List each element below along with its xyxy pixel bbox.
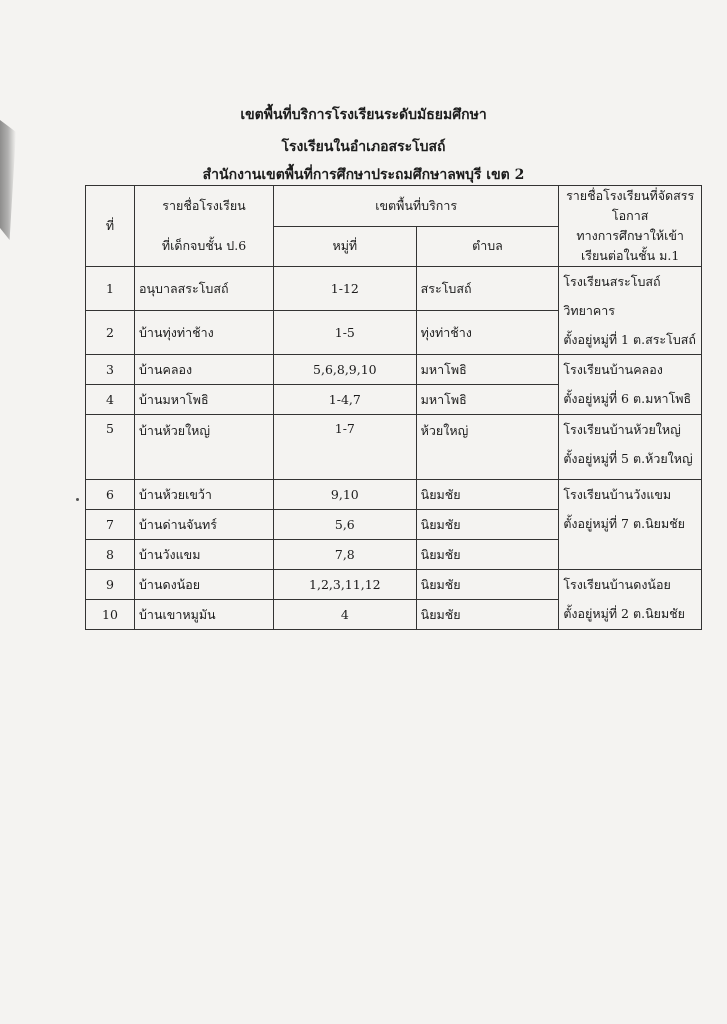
row-moo: 1,2,3,11,12 [274, 570, 417, 600]
service-area-table [85, 185, 702, 630]
destination-school: โรงเรียนบ้านดงน้อย [563, 577, 671, 592]
header-destination-1: รายชื่อโรงเรียนที่จัดสรรโอกาส [559, 186, 702, 227]
row-tambon: ทุ่งท่าช้าง [416, 311, 559, 355]
row-tambon: นิยมชัย [416, 570, 559, 600]
row-tambon: นิยมชัย [416, 510, 559, 540]
table-row [86, 355, 702, 385]
row-school-name: บ้านคลอง [135, 355, 274, 385]
row-moo: 5,6,8,9,10 [274, 355, 417, 385]
header-school-name-2: ที่เด็กจบชั้น ป.6 [135, 226, 274, 267]
row-moo: 1-4,7 [274, 385, 417, 415]
row-school-name: บ้านวังแขม [135, 540, 274, 570]
row-no: 2 [86, 311, 135, 355]
document-subtitle: โรงเรียนในอำเภอสระโบสถ์ [281, 139, 446, 155]
row-moo: 1-5 [274, 311, 417, 355]
row-tambon: มหาโพธิ [416, 385, 559, 415]
header-tambon: ตำบล [416, 226, 559, 267]
destination-cell [559, 355, 702, 415]
row-moo: 4 [274, 600, 417, 630]
row-school-name: บ้านเขาหมูมัน [135, 600, 274, 630]
destination-school: โรงเรียนบ้านคลอง [563, 362, 663, 377]
row-school-name: บ้านมหาโพธิ [135, 385, 274, 415]
row-no: 9 [86, 570, 135, 600]
row-no: 1 [86, 267, 135, 311]
destination-school: โรงเรียนบ้านห้วยใหญ่ [563, 422, 681, 437]
row-school-name: อนุบาลสระโบสถ์ [135, 267, 274, 311]
destination-school: โรงเรียนบ้านวังแขม [563, 487, 672, 502]
row-no: 10 [86, 600, 135, 630]
row-tambon: มหาโพธิ [416, 355, 559, 385]
row-no: 6 [86, 480, 135, 510]
destination-location: ตั้งอยู่หมู่ที่ 2 ต.นิยมชัย [563, 606, 685, 621]
row-no: 4 [86, 385, 135, 415]
row-no: 8 [86, 540, 135, 570]
destination-cell [559, 267, 702, 355]
destination-cell [559, 570, 702, 630]
destination-school: โรงเรียนสระโบสถ์วิทยาคาร [563, 274, 661, 318]
destination-location: ตั้งอยู่หมู่ที่ 5 ต.ห้วยใหญ่ [563, 451, 693, 466]
header-no: ที่ [86, 186, 135, 267]
table-row [86, 267, 702, 311]
row-moo: 7,8 [274, 540, 417, 570]
row-school-name: บ้านห้วยใหญ่ [135, 415, 274, 480]
row-tambon: ห้วยใหญ่ [416, 415, 559, 480]
row-school-name: บ้านห้วยเขว้า [135, 480, 274, 510]
row-school-name: บ้านทุ่งท่าช้าง [135, 311, 274, 355]
row-moo: 1-7 [274, 415, 417, 480]
row-no: 7 [86, 510, 135, 540]
header-service-area: เขตพื้นที่บริการ [274, 186, 559, 227]
row-moo: 1-12 [274, 267, 417, 311]
row-school-name: บ้านดงน้อย [135, 570, 274, 600]
table-row [86, 570, 702, 600]
document-office: สำนักงานเขตพื้นที่การศึกษาประถมศึกษาลพบุรี เขต 2 [202, 167, 525, 183]
row-tambon: สระโบสถ์ [416, 267, 559, 311]
row-tambon: นิยมชัย [416, 540, 559, 570]
row-moo: 5,6 [274, 510, 417, 540]
header-moo: หมู่ที่ [274, 226, 417, 267]
row-school-name: บ้านด่านจันทร์ [135, 510, 274, 540]
table-row [86, 480, 702, 510]
row-no: 3 [86, 355, 135, 385]
destination-cell [559, 480, 702, 570]
destination-location: ตั้งอยู่หมู่ที่ 6 ต.มหาโพธิ [563, 391, 692, 406]
row-tambon: นิยมชัย [416, 600, 559, 630]
row-moo: 9,10 [274, 480, 417, 510]
header-destination-2: ทางการศึกษาให้เข้าเรียนต่อในชั้น ม.1 [559, 226, 702, 267]
row-no: 5 [86, 415, 135, 480]
scan-speck [76, 498, 79, 501]
row-tambon: นิยมชัย [416, 480, 559, 510]
destination-location: ตั้งอยู่หมู่ที่ 1 ต.สระโบสถ์ [563, 332, 696, 347]
destination-location: ตั้งอยู่หมู่ที่ 7 ต.นิยมชัย [563, 516, 685, 531]
header-school-name-1: รายชื่อโรงเรียน [135, 186, 274, 227]
document-title: เขตพื้นที่บริการโรงเรียนระดับมัธยมศึกษา [240, 107, 487, 123]
table-row [86, 415, 702, 480]
destination-cell [559, 415, 702, 480]
